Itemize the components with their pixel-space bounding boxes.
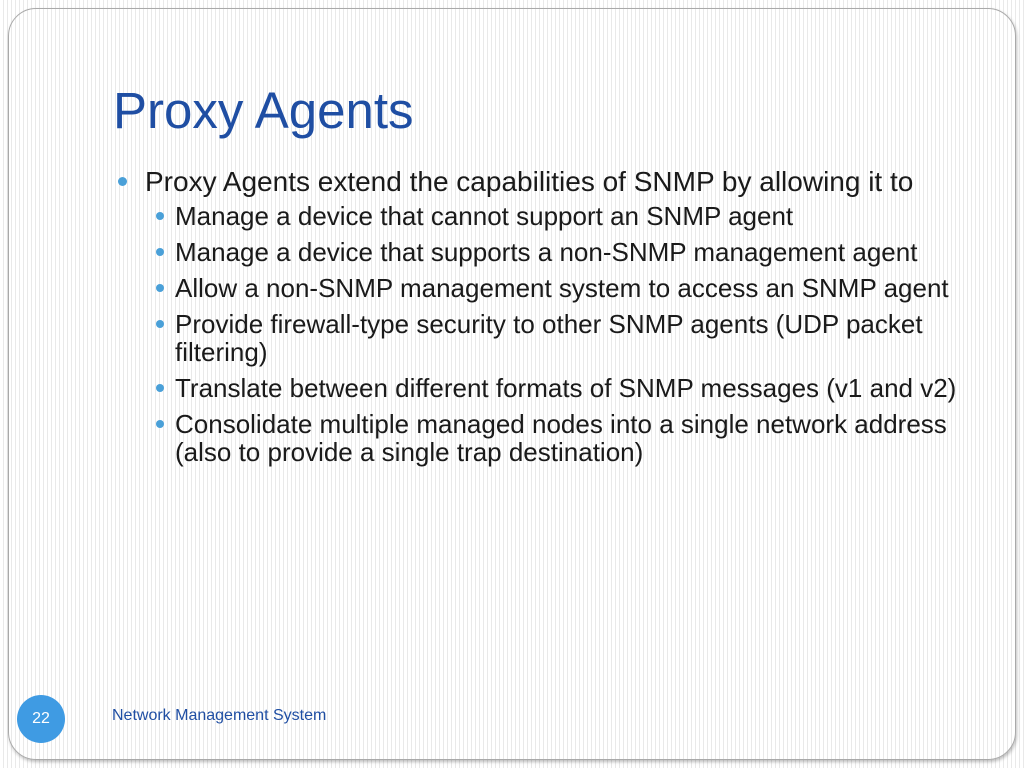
sub-bullet-dot-icon [156, 320, 164, 328]
sub-bullet-text: Provide firewall-type security to other SNMP agents (UDP packet filtering) [175, 309, 923, 367]
footer-text: Network Management System [112, 707, 327, 724]
sub-bullet-text: Consolidate multiple managed nodes into a single network address (also to provide a single trap destination) [175, 409, 947, 467]
bullet-main [118, 166, 968, 197]
sub-bullet-text: Allow a non-SNMP management system to access an SNMP agent [175, 273, 949, 303]
sub-bullet [118, 238, 968, 266]
slide-content [118, 166, 968, 474]
sub-bullet-dot-icon [156, 212, 164, 220]
sub-bullet [118, 410, 968, 466]
page-number-badge: 22 [17, 695, 65, 743]
sub-bullet-text: Manage a device that supports a non-SNMP management agent [175, 237, 918, 267]
sub-bullet [118, 202, 968, 230]
sub-bullet-list [118, 202, 968, 466]
bullet-dot-icon [118, 177, 127, 186]
sub-bullet-text: Translate between different formats of SNMP messages (v1 and v2) [175, 373, 957, 403]
sub-bullet-dot-icon [156, 284, 164, 292]
sub-bullet [118, 274, 968, 302]
sub-bullet [118, 374, 968, 402]
slide-title: Proxy Agents [113, 82, 414, 139]
sub-bullet-dot-icon [156, 248, 164, 256]
sub-bullet [118, 310, 968, 366]
sub-bullet-text: Manage a device that cannot support an SNMP agent [175, 201, 794, 231]
sub-bullet-dot-icon [156, 384, 164, 392]
bullet-main-text: Proxy Agents extend the capabilities of SNMP by allowing it to [145, 166, 914, 197]
sub-bullet-dot-icon [156, 420, 164, 428]
